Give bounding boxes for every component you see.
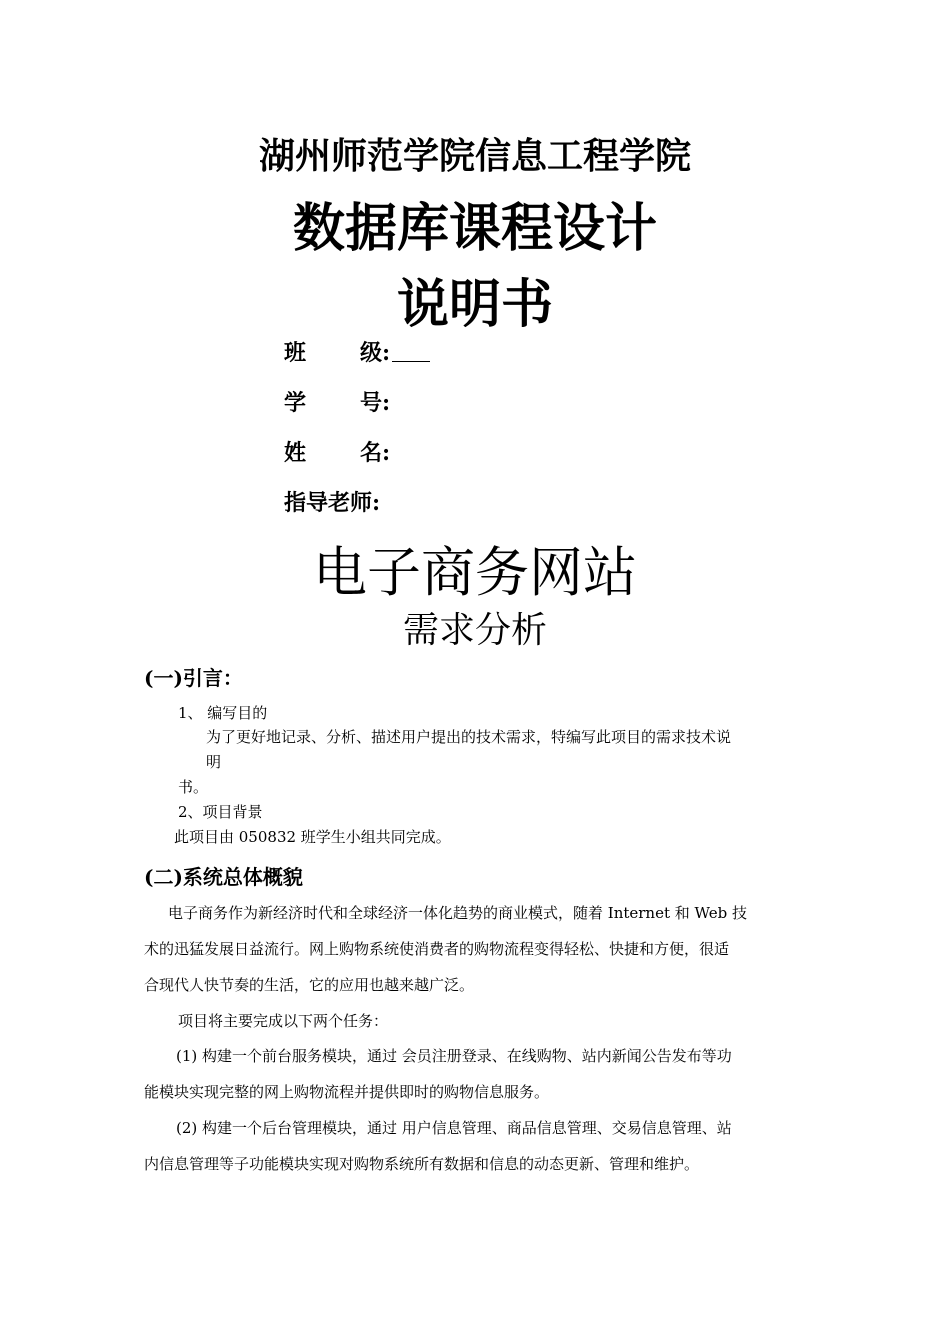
info-label-id-a: 学 — [284, 390, 307, 416]
item1-text-line3: 书。 — [178, 778, 209, 796]
para3-line1: (1) 构建一个前台服务模块，通过 会员注册登录、在线购物、站内新闻公告发布等功 — [176, 1047, 732, 1065]
topic-title: 电子商务网站 — [313, 541, 637, 604]
item2-text: 此项目由 050832 班学生小组共同完成。 — [174, 828, 451, 846]
para4-line1: (2) 构建一个后台管理模块，通过 用户信息管理、商品信息管理、交易信息管理、站 — [176, 1119, 732, 1137]
document-type-title: 说明书 — [396, 275, 553, 335]
info-row-advisor — [284, 486, 380, 517]
course-title: 数据库课程设计 — [292, 199, 657, 259]
para3-line2: 能模块实现完整的网上购物流程并提供即时的购物信息服务。 — [144, 1083, 550, 1101]
school-title: 湖州师范学院信息工程学院 — [258, 136, 691, 177]
para1-line1: 电子商务作为新经济时代和全球经济一体化趋势的商业模式，随着 Internet 和 Web 技 — [168, 904, 747, 922]
item1-text-line1: 为了更好地记录、分析、描述用户提出的技术需求，特编写此项目的需求技术说 — [206, 728, 732, 746]
para1-line2: 术的迅猛发展日益流行。网上购物系统使消费者的购物流程变得轻松、快捷和方便，很适 — [144, 940, 730, 958]
section2-heading: (二)系统总体概貌 — [144, 865, 303, 889]
info-label-class-a: 班 — [284, 340, 307, 366]
info-label-advisor: 指导老师: — [284, 490, 381, 516]
info-label-name-b: 名: — [360, 440, 391, 466]
para4-line2: 内信息管理等子功能模块实现对购物系统所有数据和信息的动态更新、管理和维护。 — [144, 1155, 700, 1173]
section1-heading: (一)引言： — [144, 666, 243, 690]
para2: 项目将主要完成以下两个任务： — [178, 1012, 389, 1030]
item1-text-line2: 明 — [206, 753, 222, 771]
info-row-name — [284, 436, 390, 467]
info-row-student-id — [284, 386, 390, 417]
item1-label: 1、 编写目的 — [178, 704, 268, 722]
class-blank-line — [392, 341, 430, 362]
topic-subtitle: 需求分析 — [402, 610, 547, 651]
para1-line3: 合现代人快节奏的生活，它的应用也越来越广泛。 — [144, 976, 475, 994]
info-label-class-b: 级: — [360, 340, 391, 366]
info-row-class — [284, 336, 430, 367]
info-label-name-a: 姓 — [284, 440, 307, 466]
info-label-id-b: 号: — [360, 390, 391, 416]
item2-label: 2、项目背景 — [178, 803, 263, 821]
